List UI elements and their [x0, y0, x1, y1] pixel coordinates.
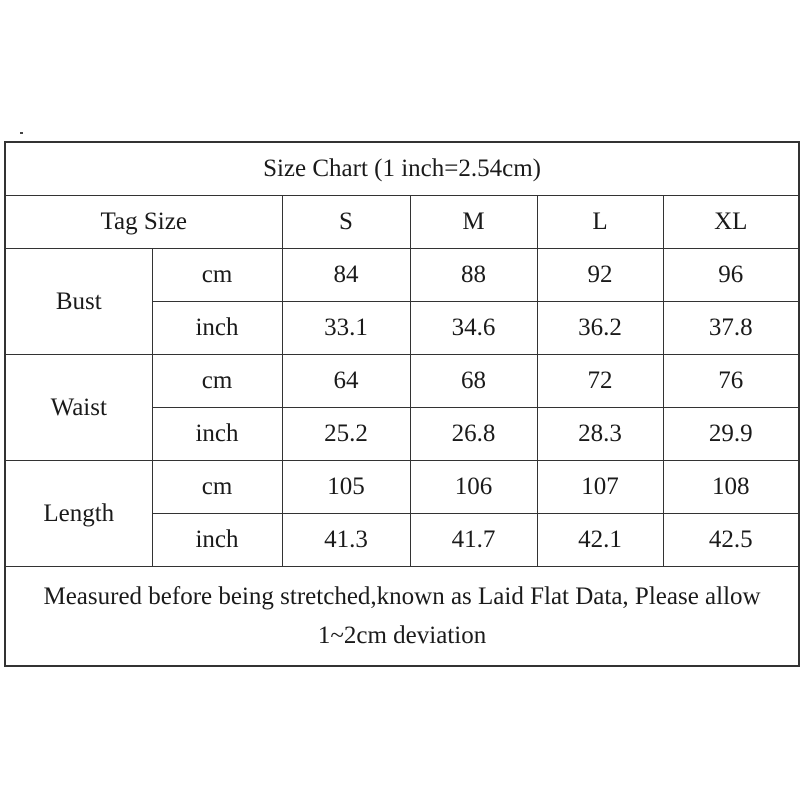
value-cell: 26.8: [410, 408, 537, 461]
chart-title: Size Chart (1 inch=2.54cm): [5, 142, 799, 196]
stray-mark: [20, 132, 23, 134]
value-cell: 42.5: [663, 514, 799, 567]
unit-cell: inch: [152, 514, 282, 567]
table-row: [5, 249, 799, 302]
value-cell: 92: [537, 249, 663, 302]
measure-label-bust: Bust: [5, 249, 152, 355]
value-cell: 29.9: [663, 408, 799, 461]
value-cell: 106: [410, 461, 537, 514]
unit-cell: cm: [152, 461, 282, 514]
value-cell: 34.6: [410, 302, 537, 355]
title-row: [5, 142, 799, 196]
value-cell: 64: [282, 355, 410, 408]
measurement-note: Measured before being stretched,known as Laid Flat Data, Please allow 1~2cm deviation: [5, 567, 799, 667]
value-cell: 105: [282, 461, 410, 514]
value-cell: 68: [410, 355, 537, 408]
value-cell: 33.1: [282, 302, 410, 355]
value-cell: 107: [537, 461, 663, 514]
table-row: [5, 461, 799, 514]
value-cell: 108: [663, 461, 799, 514]
size-chart-table: [4, 141, 800, 667]
value-cell: 72: [537, 355, 663, 408]
value-cell: 42.1: [537, 514, 663, 567]
value-cell: 28.3: [537, 408, 663, 461]
size-header-m: M: [410, 196, 537, 249]
table-row: [5, 355, 799, 408]
value-cell: 37.8: [663, 302, 799, 355]
value-cell: 25.2: [282, 408, 410, 461]
unit-cell: inch: [152, 408, 282, 461]
value-cell: 41.7: [410, 514, 537, 567]
unit-cell: cm: [152, 355, 282, 408]
measure-label-length: Length: [5, 461, 152, 567]
value-cell: 96: [663, 249, 799, 302]
tag-size-label: Tag Size: [5, 196, 282, 249]
size-header-s: S: [282, 196, 410, 249]
size-header-xl: XL: [663, 196, 799, 249]
measure-label-waist: Waist: [5, 355, 152, 461]
header-row: [5, 196, 799, 249]
unit-cell: cm: [152, 249, 282, 302]
value-cell: 88: [410, 249, 537, 302]
unit-cell: inch: [152, 302, 282, 355]
value-cell: 76: [663, 355, 799, 408]
value-cell: 36.2: [537, 302, 663, 355]
note-row: [5, 567, 799, 667]
value-cell: 41.3: [282, 514, 410, 567]
value-cell: 84: [282, 249, 410, 302]
size-header-l: L: [537, 196, 663, 249]
